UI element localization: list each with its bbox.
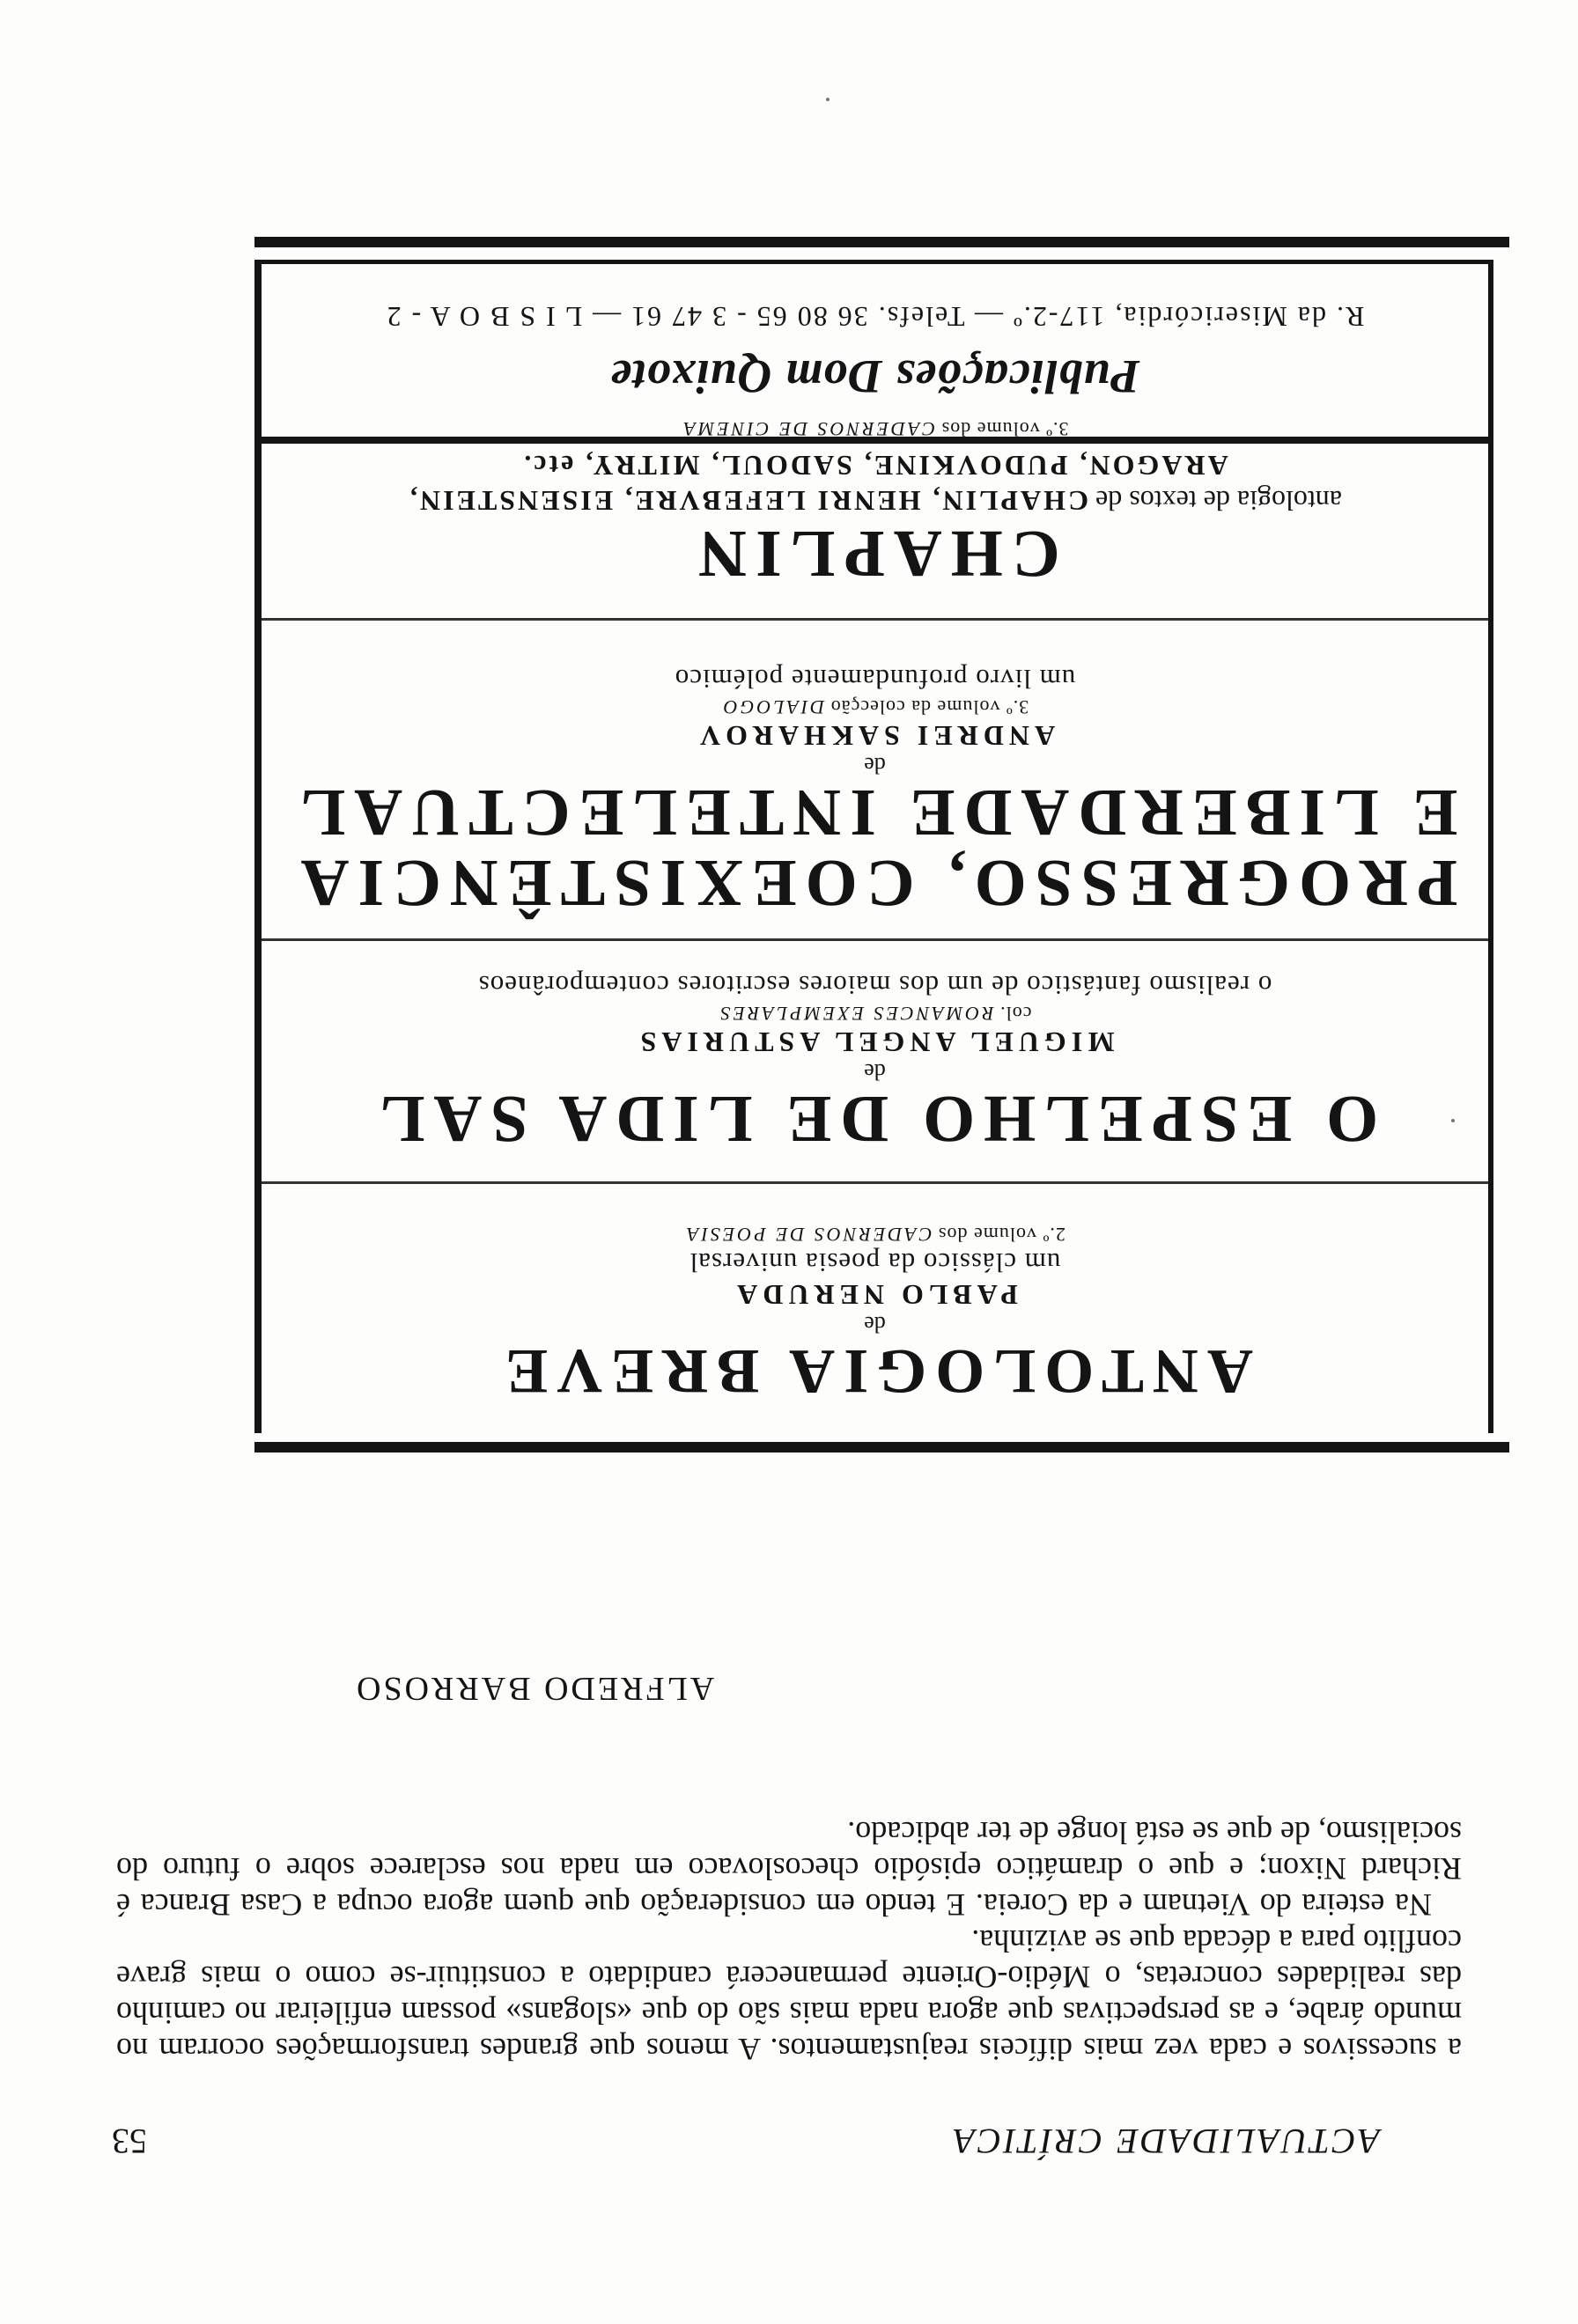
book-title-line1: PROGRESSO, COEXISTÊNCIA	[291, 846, 1458, 920]
series-name: DIALOGO	[720, 696, 825, 718]
book-title: ANTOLOGIA BREVE	[497, 1336, 1253, 1407]
publisher-address: R. da Misericórdia, 117-2.º — Telefs. 36 80 65 - 3 47 61 — L I S B O A - 2	[385, 301, 1365, 333]
book-series	[262, 695, 1488, 719]
book-author: MIGUEL ANGEL ASTURIAS	[635, 1026, 1115, 1058]
book-title-line2: E LIBERDADE INTELECTUAL	[291, 776, 1458, 849]
article-author: ALFREDO BARROSO	[354, 1670, 715, 1707]
book-tagline: um clássico da poesia universal	[689, 1247, 1061, 1278]
book-tagline: um livro profundamente polémico	[674, 664, 1076, 695]
series-name: CADERNOS DE CINEMA	[681, 418, 936, 440]
book-title: CHAPLIN	[689, 517, 1060, 591]
article-paragraph: a sucessivos e cada vez mais difíceis reajustamentos. A menos que grandes transformações ocorram no mundo árabe, e as perspectivas que agora nada mais são do que «slogans» possam enfileirar no caminho das realidades concretas, o Médio-Oriente permanecerá candidato a constituir-se como o mais grave conflito para a década que se avizinha.	[116, 1923, 1462, 2067]
book-subtitle	[262, 483, 1488, 518]
running-header	[112, 2109, 1380, 2162]
series-prefix: 3.º volume dos	[940, 418, 1069, 440]
subtitle-names: CHAPLIN, HENRI LEFEBVRE, EISENSTEIN,	[408, 485, 1089, 517]
ad-book-progresso-coexistencia	[262, 618, 1488, 941]
book-de: de	[864, 1059, 886, 1085]
book-series	[262, 1222, 1488, 1247]
publisher-block	[262, 264, 1488, 444]
article-body	[116, 1814, 1462, 2067]
book-subtitle-cont	[262, 448, 1488, 483]
page-number: 53	[112, 2122, 147, 2161]
book-title: O ESPELHO DE LIDA SAL	[371, 1082, 1379, 1156]
advertisement-frame	[254, 260, 1493, 1433]
ad-book-antologia-breve	[262, 1181, 1488, 1433]
ad-book-o-espelho-de-lida-sal	[262, 938, 1488, 1184]
book-author: ANDREI SAKHAROV	[694, 720, 1056, 752]
book-de: de	[864, 753, 886, 778]
subtitle-names: ARAGON, PUDOVKINE, SADOUL, MITRY, etc.	[521, 450, 1228, 482]
series-name: CADERNOS DE POESIA	[684, 1224, 933, 1246]
book-author: PABLO NERUDA	[732, 1279, 1018, 1311]
running-title: ACTUALIDADE CRÍTICA	[951, 2122, 1380, 2161]
subtitle-prefix: antologia de textos de	[1095, 485, 1342, 517]
publisher-name: Publicações Dom Quixote	[609, 350, 1140, 403]
scan-speck	[1451, 1119, 1455, 1122]
series-prefix: 3.º volume da colecção	[830, 696, 1029, 718]
book-de: de	[864, 1312, 886, 1337]
series-prefix: col.	[999, 1003, 1032, 1025]
series-prefix: 2.º volume dos	[937, 1224, 1066, 1246]
series-name: ROMANCES EXEMPLARES	[718, 1003, 994, 1025]
book-series	[262, 1001, 1488, 1026]
ad-book-chaplin	[262, 418, 1488, 621]
book-tagline: o realismo fantástico de um dos maiores escritores contemporâneos	[477, 970, 1272, 1001]
article-paragraph: Na esteira do Vietnam e da Coreia. E tendo em consideração que quem agora ocupa a Casa Branca é Richard Nixon; e que o dramático episódio checoslovaco em nada nos esclarece sobre o futuro do socialismo, de que se está longe de ter abdicado.	[116, 1815, 1462, 1923]
book-advertisement	[254, 237, 1509, 1452]
scan-speck	[826, 98, 830, 101]
